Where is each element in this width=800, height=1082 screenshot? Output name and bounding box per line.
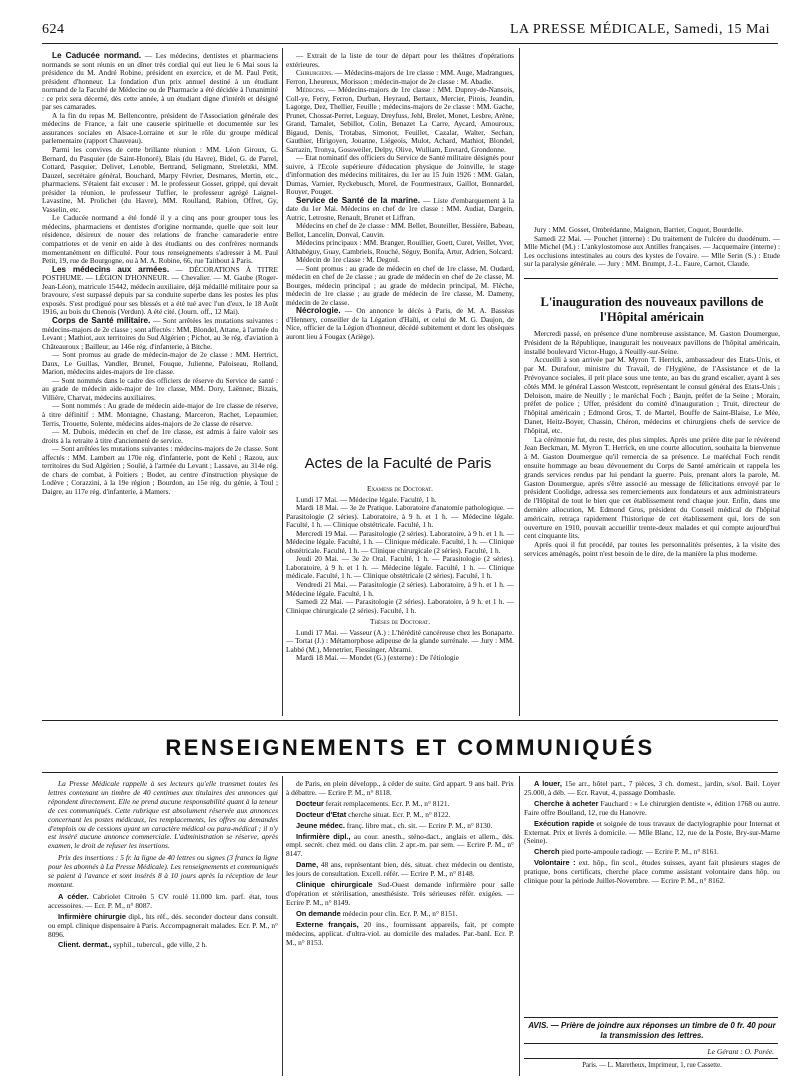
- news-paragraph-heading: Corps de Santé militaire.: [52, 315, 151, 325]
- classified-ad: [524, 848, 780, 857]
- classified-ad-heading: A céder.: [58, 891, 89, 901]
- column-divider-2: [519, 48, 520, 716]
- thesis-paragraph-text: Samedi 22 Mai. — Pouchet (interne) : Du traitement de l'ulcère du duodénum. — Mlle Michel (M.) : L'ankylostomose aux Antilles françaises. — Jacquemaire (interne) : Les occlusions intestinales au cours des kystes de l'ovaire. — Mlle Serin (S.) : Etude sur la paralysie générale. — Jury : MM. Brumpt, J.-L. Faure, Carnot, Claude.: [524, 233, 780, 269]
- classified-ad-heading: Cherche à acheter: [534, 798, 599, 808]
- ads-column-middle: [286, 780, 514, 1075]
- news-paragraph-text: — Sont nommés : Au grade de médecin aide-major de 1re classe de réserve, à titre définitif : MM. Montagne, Chastang, Marceron, Rachet, Lepaumier, Terris, Trouette, Solente, médecins aides-majors de 2e classe de réserve.: [42, 401, 278, 428]
- exam-entry: Samedi 22 Mai. — Parasitologie (2 séries). Laboratoire, à 9 h. et 1 h. — Clinique chirurgicale (2 séries). Faculté, 1 h.: [286, 597, 514, 615]
- news-paragraph-text: — On annonce le décès à Paris, de M. A. Bassèas d'Hennery, conseiller de la Légation d'Haïti, et celui de M. G. Daujon, de Nice, officier de la Légion d'honneur, décédé subitement et dont les obsèques auront lieu à Fougax (Ariège).: [286, 306, 514, 341]
- ads-column-left: [48, 780, 278, 1075]
- inauguration-paragraph: La cérémonie fut, du reste, des plus simples. Après une prière dite par le révérend Jean Beckman, M. Myron T. Herrick, en une courte allocution, souhaita la bienvenue à M. Gaston Doumergue qu'il remercia de sa présence. Le maréchal Foch rendit ensuite hommage au beau dévouement du Corps de Santé américain et rappela les grands services rendus par lui pendant la guerre. Puis, prenant alors la parole, M. Gaston Doumergue, après s'être associé au message de félicitations envoyé par le président Coolidge, adressa ses remerciements aux fondateurs et aux administrateurs de l'Hôpital de tout le bien que cet établissement rend chaque jour. Enfin, dans une dernière allocution, M. Edmond Gros, président du Conseil médical de l'hôpital américain, retraça rapidement l'historique de cet établissement qui, lors de son ouverture en 1910, pouvait accueillir trente-deux malades et qui compte aujourd'hui cent cinquante lits.: [524, 434, 780, 541]
- thesis-entry: Lundi 17 Mai. — Vasseur (A.) : L'hérédité cancéreuse chez les Bonaparte. — Tortat (J.) : Métamorphose adipeuse de la glande surrénale. — Jury : MM. Labbé (M.), Menetrier, Fiessinger, Abrami.: [286, 627, 514, 654]
- renseignements-intro: La Presse Médicale rappelle à ses lecteurs qu'elle transmet toutes les lettres contenant un timbre de 40 centimes aux titulaires des annonces qui répondent directement. Elle ne prend aucune responsabilité quant à la teneur de ces communiqués. Cette rubrique est absolument réservée aux annonces concernant les postes médicaux, les remplacements, les offres ou demandes d'emplois ou de cessions ayant un caractère médical ou para-médical ; il n'y est inséré aucune annonce commerciale. L'administration se réserve, après examen, le droit de refuser les insertions.: [48, 780, 278, 851]
- news-paragraph-heading: Nécrologie.: [296, 306, 341, 315]
- classified-ad-text: cherche situat. Ecr. P. M., n° 8122.: [346, 809, 451, 819]
- ads-divider-2: [519, 776, 520, 1076]
- classified-ad-heading: Exécution rapide: [534, 818, 595, 828]
- classified-ad: [286, 921, 514, 948]
- news-paragraph-text: — Médecins-majors de 1re classe : MM. Duprey-de-Nansois, Coll-ye, Ferry, Ferron, Durban, Heyraud, Bertaux, Mercier, Pitois, Jeandin, Lagorge, Dez, Thellier, Feuille ; médecins-majors de 2e classe : MM. Gache, Prunet, Chossat-Perret, Leguay, Dreyfuss, Jehl, Brelet, Monet, Lesbre, Arène, Grand, Tamalet, Sebillot, Colin, Benazet La Carre, Aycard, Amouroux, Bigaud, Denis, Trotabas, Simonot, Feuillet, Cazalar, Walter, Sechan, Gauthier, Hirigoyen, Jouanne, Liégeois, Mulot, Achard, Mathiot, Blondel, Sarrazin, Tronya, Gossweiler, Delpy, Olive, Wulliam, Euvrard, Grondonne.: [286, 85, 514, 154]
- classified-ad-text: Sud-Ouest demande infirmière pour salle d'opération et stérilisation, anesthésiste. Très sérieuses référ. exigées. — Ecrire P. M., n° 8149.: [286, 880, 514, 907]
- inauguration-article: [524, 330, 780, 718]
- classified-ad-text: et soignée de tous travaux de dactylographie pour Internat et Externat. Prix et livrés à domicile. — Mlle Blanc, 12, rue de la Poste, Bry-sur-Marne (Seine).: [524, 818, 780, 846]
- classified-ad: [524, 820, 780, 847]
- thesis-subheading: Thèses de Doctorat.: [369, 617, 431, 627]
- exam-entry: Jeudi 20 Mai. — 3e 2e Oral. Faculté, 1 h. — Parasitologie (2 séries). Laboratoire, à 9 h. et 1 h. — Médecine légale. Faculté, 1 h. — Clinique médicale. Faculté, 1 h. — Clinique obstétricale (2 séries). Faculté, 1 h.: [286, 554, 514, 581]
- classified-ad-heading: Clinique chirurgicale: [296, 880, 373, 890]
- news-paragraph-text: A la fin du repas M. Bellencontre, président de l'Association générale des médecins de France, a fait une causerie spirituelle et documentée sur les assurances sociales en Alsace-Lorraine et sur le rôle du groupe médical parlementaire (rapport Chauveau).: [42, 110, 278, 146]
- page-header: [42, 22, 770, 40]
- classified-ad: [286, 811, 514, 820]
- news-paragraph-text: Médecin de 1re classe : M. Degoul.: [296, 255, 400, 264]
- news-paragraph: [42, 402, 278, 428]
- renseignements-title: RENSEIGNEMENTS ET COMMUNIQUÉS: [165, 735, 655, 760]
- news-paragraph-text: Médecins en chef de 2e classe : MM. Bellet, Bouteiller, Bessière, Babeau, Bellot, Lancelin, Donval, Cauvin.: [286, 221, 514, 239]
- news-paragraph: [42, 146, 278, 214]
- classified-ad-heading: Client. dermat.,: [58, 940, 112, 950]
- classified-ad-text: Fauchard : « Le chirurgien dentiste », édition 1768 ou autre. Faire offre Boulland, 12, rue du Hanovre.: [524, 798, 780, 817]
- news-paragraph-text: — Sont arrêtées les mutations suivantes : médecins-majors de 2e classe ; sont affectés : MM. Blondel, Attane, à l'armée du Levant ; Mathiot, aux territoires du Sud Algérien ; Pichot, au 3e rég. d'aviation à Châteauroux ; Bailleur, au 146e rég. d'infanterie, à Bitche.: [42, 315, 278, 351]
- news-paragraph-heading: Service de Santé de la marine.: [296, 195, 421, 205]
- classified-ad-heading: Docteur: [296, 798, 324, 808]
- news-paragraph-label: Chirurgiens.: [296, 68, 333, 77]
- news-paragraph: [286, 69, 514, 86]
- news-paragraph-text: — Extrait de la liste de tour de départ pour les théâtres d'opérations extérieures.: [286, 52, 514, 69]
- thesis-paragraph: [524, 235, 780, 269]
- news-paragraph: [286, 222, 514, 239]
- classified-ad-text: pied porte-ampoule radiogr. — Ecrire P. M., n° 8161.: [559, 847, 719, 857]
- classified-ad-text: 20 ins., fournissant appareils, fait, pr compte médecins, applicat. d'ultra-viol. au domicile des malades. Par.-banl. Ecr. P. M., n° 8153.: [286, 919, 514, 947]
- news-paragraph: [286, 154, 514, 197]
- news-paragraph: [286, 86, 514, 154]
- faculte-listing: [286, 485, 514, 715]
- classified-ad: [524, 780, 780, 798]
- news-paragraph-text: — Etat nominatif des officiers du Service de Santé militaire désignés pour suivre, à l'Ecole supérieure d'éducation physique de Joinville, le stage d'information des médecins militaires, du 1er au 15 Juin 1926 : MM. Galan, Dumas, Varnier, Ryckebusch, Morel, de Fourmestraux, Gaillot, Bonnardel, Rouyer, Pouget.: [286, 153, 514, 196]
- classified-ad-heading: On demande: [296, 908, 341, 918]
- classified-ad-text: au cour. anesth., sténo-dact., anglais et allem., dés. empl. secrét. chez méd. ou dans clin. 2 apr.-m. par sem. — Ecrire P. M., n° 8147.: [286, 831, 514, 859]
- classified-ad-heading: Jeune médec.: [296, 820, 345, 830]
- classified-ad-heading: Docteur d'Etat: [296, 809, 347, 819]
- classified-ad-text: 15e arr., hôtel part., 7 pièces, 3 ch. domest., jardin, s/sol. Bail. Loyer 25.000, à déb. — Ecr. Ravut, 4, passage Dombasle.: [524, 780, 780, 797]
- avis-bottom-rule: [524, 1043, 778, 1044]
- ads-column-right: [524, 780, 780, 1010]
- news-paragraph-text: — Liste d'embarquement à la date du 1er Mai. Médecins en chef de 1re classe : MM. Audiat, Dargein, Autric, Letrosne, Renault, Brunet et Liffran.: [286, 195, 514, 222]
- column-divider: [282, 48, 283, 716]
- renseignements-bottom-rule: [42, 772, 778, 773]
- inauguration-paragraph: Après quoi il fut procédé, par toutes les personnalités présentes, à la visite des services aménagés, point n'est besoin de le dire, de la manière la plus moderne.: [524, 540, 780, 558]
- news-paragraph: [286, 239, 514, 256]
- classified-ad-heading: Dame,: [296, 860, 319, 870]
- gerant-signature: Le Gérant : O. Porée.: [707, 1047, 774, 1056]
- printer-rule: [524, 1058, 778, 1059]
- news-paragraph: [42, 351, 278, 377]
- classified-ad-text: ext. hôp., fin scol., études suisses, ayant fait plusieurs stages de pratique, bons certificats, cherche place comme assistant volontaire dans hôp. ou clinique pour la période Juillet-Novembre. — Ecrire P. M., n° 8162.: [524, 858, 780, 886]
- journal-title: LA PRESSE MÉDICALE, Samedi, 15 Mai: [509, 22, 770, 37]
- news-paragraph: [42, 445, 278, 496]
- news-paragraph: [42, 52, 278, 112]
- classified-ad: [48, 941, 278, 950]
- classified-ad: [286, 881, 514, 908]
- news-paragraph-text: — Sont promus : au grade de médecin en chef de 1re classe, M. Oudard, médecin en chef de 2e classe ; au grade de médecin en chef de 2e classe, M. Bourges, médecin principal ; au grade de médecin principal, M. Flèche, médecin de 1re classe ; au grade de médecin de 1re classe, M. Dameny, médecin de 2e classe.: [286, 263, 514, 307]
- classified-ad-heading: Infirmière chirurgie: [58, 911, 126, 921]
- classified-ad-text: dipl., hts réf., dés. seconder docteur dans consult. ou empl. clinique dispensaire à Paris. Accompagnerait malades. Ecr. P. M., n° 8096.: [48, 911, 278, 939]
- inauguration-paragraph: Mercredi passé, en présence d'une nombreuse assistance, M. Gaston Doumergue, Président de la République, inaugurait les nouveaux pavillons de l'hôpital américain, installé boulevard Victor-Hugo, à Neuilly-sur-Seine.: [524, 330, 780, 356]
- news-paragraph: [42, 428, 278, 445]
- column-news-left: [42, 52, 278, 712]
- news-paragraph: [286, 265, 514, 308]
- news-paragraph-text: — Les médecins, dentistes et pharmaciens normands se sont réunis en un dîner très cordial qui eut lieu le 6 Mai sous la présidence du M. André Robine, président en exercice, et de M. Paul Petit, président d'honneur. La fondation d'un prix annuel destiné à un étudiant normand de la Faculté de Médecine ou de Pharmacie a été décidée à l'unanimité : ce prix sera décerné, dès cette année, à un étudiant digne d'intérêt et désigné par ses camarades.: [42, 52, 278, 112]
- ads-divider-1: [282, 776, 283, 1076]
- classified-ad-text: de Paris, en plein développ., à céder de suite. Grd appart. 9 ans bail. Prix à débattre. — Ecrire P. M., n° 8118.: [286, 780, 514, 797]
- classified-ad: [286, 910, 514, 919]
- classified-ad: [48, 893, 278, 911]
- classified-ad: [286, 861, 514, 879]
- avis-notice: AVIS. — Prière de joindre aux réponses un timbre de 0 fr. 40 pour la transmission des lettres.: [528, 1021, 776, 1040]
- news-paragraph-text: Parmi les convives de cette brillante réunion : MM. Léon Giroux, G. Bernard, du Pasquier (de Saint-Honoré), Blais (du Havre), Bidel, G. de Parrel, Cottard, Pasquier, Delivet, Lenoble, Bertrand, Seligmann, Streletzki, MM. Dauzel, secrétaire général, Bouchard, Marpy Février, Desmares, Mertin, etc., pharmaciens. S'étaient fait excuser : M. le professeur Gosset, grippé, qui devait présider la réunion, le professeur Tuffier, le professeur agrégé Laignel-Lavastine, M. Prolichet (du Havre), MM. Roulland, Rabion, Offret, Gy, Vasselin, etc.: [42, 145, 278, 214]
- thesis-paragraph-text: Jury : MM. Gosset, Ombrédanne, Maignon, Barrier, Coquot, Bourdelle.: [534, 226, 744, 234]
- news-paragraph-text: — DÉCORATIONS À TITRE POSTHUME. — LÉGION D'HONNEUR. — Chevalier. — M. Gaube (Roger-Jean-Léon), matricule 15442, médecin auxiliaire, déjà médaillé militaire pour sa bravoure, s'est surpassé depuis par sa conduite superbe dans les postes les plus exposés. S'est prodigué pour ses blessés et a été tué avec l'un d'eux, le 18 Août 1916, au bois du Chenois (Verdun). A été cité. (Journ. off., 12 Mai).: [42, 264, 278, 317]
- news-paragraph-text: Le Caducée normand a été fondé il y a cinq ans pour grouper tous les médecins, pharmaciens et dentistes d'origine normande, quelle que soit leur résidence, désireux de nouer des relations de franche camaraderie entre compatriotes et de venir en aide à des étudiants ou des confrères normands momentanément en difficulté. Pour tous renseignements s'adresser à M. Paul Petit, 19, rue de Bourgogne, ou à M. A. Robine, 66, rue Taitbout à Paris.: [42, 213, 278, 266]
- classified-ad: [286, 780, 514, 798]
- news-paragraph: [286, 197, 514, 223]
- classified-ad: [48, 913, 278, 940]
- classified-ad-text: médecin pour clin. Ecr. P. M., n° 8151.: [340, 908, 458, 918]
- renseignements-intro: Prix des insertions : 5 fr. la ligne de 40 lettres ou signes (3 francs la ligne pour les abonnés à La Presse Médicale). Les renseignements et communiqués se paient à l'avance et sont insérés 8 à 10 jours après la réception de leur montant.: [48, 853, 278, 889]
- classified-ad: [286, 822, 514, 831]
- thesis-entry: Mardi 18 Mai. — Mondet (G.) (externe) : De l'étiologie: [296, 653, 459, 663]
- news-paragraph-text: Médecins principaux : MM. Branger, Rouillier, Goett, Curet, Veillet, Yver, Althabéguy, Guay, Cambriels, Rouché, Séguy, Bonifa, Artur, Adrien, Solcard.: [286, 238, 514, 256]
- classified-ad-heading: Cherch: [534, 847, 560, 857]
- section-rule: [524, 278, 778, 279]
- exam-entry: Vendredi 21 Mai. — Parasitologie (2 séries). Laboratoire, à 9 h. et 1 h. — Médecine légale. Faculté, 1 h.: [286, 580, 514, 598]
- column-news-middle: [286, 52, 514, 437]
- exam-entry: Mardi 18 Mai. — 3e 2e Pratique. Laboratoire d'anatomie pathologique. — Parasitologie (2 séries). Laboratoire, à 9 h. et 1 h. — Médecine légale. Faculté, 1 h. — Clinique obstétricale. Faculté, 1 h.: [286, 503, 514, 530]
- classified-ad-text: syphil., tubercul., gde ville, 2 h.: [111, 940, 208, 950]
- classified-ad-heading: A louer,: [534, 780, 562, 788]
- faculte-title: Actes de la Faculté de Paris: [304, 455, 492, 472]
- column-news-right: [524, 226, 780, 274]
- classified-ad-text: ferait remplacements. Ecr. P. M., n° 8121.: [323, 798, 450, 808]
- classified-ad: [286, 833, 514, 860]
- news-paragraph: [42, 112, 278, 146]
- news-paragraph-text: — Médecins-majors de 1re classe : MM. Auge, Madrangues, Ferron, Lheureux, Morisson ; médecin-major de 2e classe : M. Abadie.: [286, 68, 514, 86]
- news-paragraph-text: — M. Dubois, médecin en chef de 1re classe, est admis à faire valoir ses droits à la retraite à titre d'ancienneté de service.: [42, 427, 278, 445]
- printer-line: Paris. — L. Maretheux, Imprimeur, 1, rue Cassette.: [582, 1062, 722, 1069]
- header-rule: [42, 43, 778, 44]
- news-paragraph-text: — Sont arrêtées les mutations suivantes : médecins-majors de 2e classe. Sont affectés : MM. Lambert au 170e rég. d'infanterie, pont de Kehl ; Razou, aux territoires du Sud Algérien ; Soulié, à l'armée du Levant ; Lassave, au 314e rég. de chars de combat, à Poitiers ; Bodet, au centre d'instruction physique de Lodève ; Corazzini, à la 19e région ; Bourdon, au 15e rég. du génie, à Toul ; Daigre, au 117e rég. d'infanterie, à Mamers.: [42, 444, 278, 496]
- exam-subheading: Examens de Doctorat.: [367, 485, 433, 493]
- news-paragraph-heading: Les médecins aux armées.: [52, 264, 170, 274]
- news-paragraph: [286, 52, 514, 69]
- news-paragraph: [42, 214, 278, 265]
- news-paragraph-label: Médecins.: [296, 85, 326, 94]
- inauguration-title: L'inauguration des nouveaux pavillons de l'Hôpital américain: [540, 295, 764, 324]
- news-paragraph: [286, 307, 514, 341]
- renseignements-top-rule: [42, 720, 778, 721]
- news-paragraph: [42, 377, 278, 403]
- classified-ad-text: Cabriolet Citroën 5 CV roulé 11.000 km. parf. état, tous accessoires. — Ecr. P. M., n° 8087.: [48, 891, 278, 910]
- news-paragraph: [42, 317, 278, 351]
- avis-top-rule: [524, 1017, 778, 1018]
- news-paragraph-heading: Le Caducée normand.: [52, 52, 142, 60]
- exam-entry: Lundi 17 Mai. — Médecine légale. Faculté, 1 h.: [296, 494, 437, 504]
- exam-entry: Mercredi 19 Mai. — Parasitologie (2 séries). Laboratoire, à 9 h. et 1 h. — Médecine légale. Faculté, 1 h. — Clinique médicale. Faculté, 1 h. — Clinique obstétricale. Faculté, 1 h. — Clinique chirurgicale (2 séries). Faculté, 1 h.: [286, 528, 514, 555]
- classified-ad-heading: Externe français,: [296, 919, 359, 929]
- news-paragraph-text: — Sont promus au grade de médecin-major de 2e classe : MM. Hertrict, Daux, Le Guillas, Vandler, Brunel, Fouque, Julienne, Paloiseau, Rolland, Marion, médecins aides-majors de 1re classe.: [42, 350, 278, 377]
- classified-ad: [524, 859, 780, 886]
- inauguration-paragraph: Accueilli à son arrivée par M. Myron T. Herrick, ambassadeur des Etats-Unis, et par M. Durafour, ministre du Travail, de l'Hygiène, de l'Assistance et de la Prévoyance sociales, il prit place sous une tente, au bas du grand escalier, ayant à ses côtés MM. le général Lasson Westcott, représentant le consul général des Etats-Unis ; Deloison, maire de Neuilly ; le maréchal Foch ; Baujn, préfet de la Seine ; Morain, préfet de police ; Uffer, président du comité d'inauguration ; Truit, directeur de l'hôpital américain ; Edmond Gros, T. de Martel, Bouffe de Saint-Blaise, Le Mée, Danet, Heitz-Boyer, Chassin, Chéron, médecins et chirurgiens chefs de service de l'hôpital, etc.: [524, 355, 780, 435]
- classified-ad-heading: Volontaire :: [534, 858, 576, 868]
- page-number: 624: [42, 22, 65, 37]
- classified-ad-text: 48 ans, représentant bien, dés. situat. chez médecin ou dentiste, les jours de consultation. Excell. référ. — Ecrire P. M., n° 8148.: [286, 860, 514, 879]
- classified-ad: [286, 800, 514, 809]
- news-paragraph-text: — Sont nommés dans le cadre des officiers de réserve du Service de santé : au grade de médecin aide-major de 1re classe, MM. Dory, Laënnec, Bizais, Villière, Charvat, médecins auxiliaires.: [42, 375, 278, 402]
- classified-ad-text: franç. libre mat., ch. sit. — Ecrire P. M., n° 8130.: [344, 820, 493, 830]
- news-paragraph: [42, 266, 278, 317]
- classified-ad-heading: Infirmière dipl.,: [296, 831, 351, 841]
- classified-ad: [524, 800, 780, 818]
